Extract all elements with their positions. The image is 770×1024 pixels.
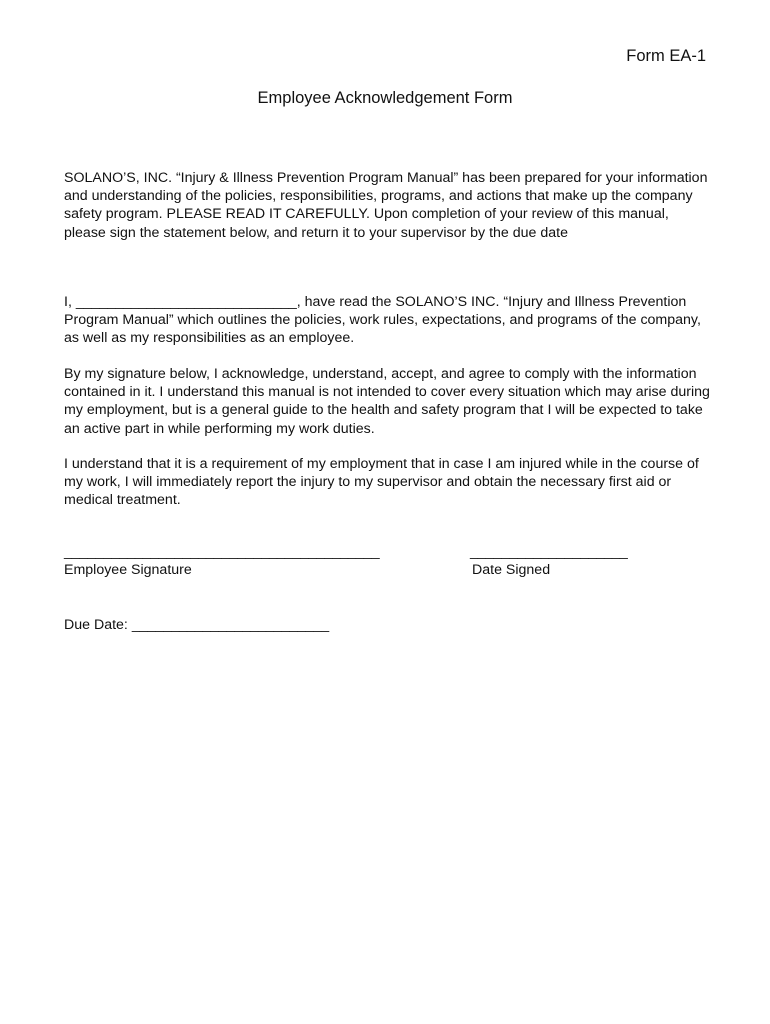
injury-paragraph: I understand that it is a requirement of my employment that in case I am injured while in the course of my work, I will immediately report the injury to my supervisor and obtain the necessary first aid or medical treatment.	[64, 456, 699, 509]
page-title: Employee Acknowledgement Form	[257, 89, 513, 107]
due-date-field[interactable]: Due Date: _________________________	[64, 617, 330, 633]
intro-paragraph: SOLANO’S, INC. “Injury & Illness Prevention Program Manual” has been prepared for your information and understanding of the policies, responsibilities, programs, and actions that make up the company safety program. PLEASE READ IT CAREFULLY. Upon completion of your review of this manual, please sign the statement below, and return it to your supervisor by the due date	[64, 170, 708, 241]
employee-signature-line[interactable]: ________________________________________	[64, 544, 380, 560]
statement-paragraph: I, ____________________________, have read the SOLANO’S INC. “Injury and Illness Prevention Program Manual” which outlines the policies, work rules, expectations, and programs of the company, as well as my responsibilities as an employee.	[64, 294, 701, 347]
date-signed-label: Date Signed	[472, 562, 551, 578]
form-id: Form EA-1	[626, 47, 706, 65]
employee-signature-label: Employee Signature	[64, 562, 192, 578]
agreement-paragraph: By my signature below, I acknowledge, understand, accept, and agree to comply with the information contained in it. I understand this manual is not intended to cover every situation which may arise during my employment, but is a general guide to the health and safety program that I will be expected to take an active part in while performing my work duties.	[64, 366, 710, 437]
date-signed-line[interactable]: ____________________	[470, 544, 628, 560]
